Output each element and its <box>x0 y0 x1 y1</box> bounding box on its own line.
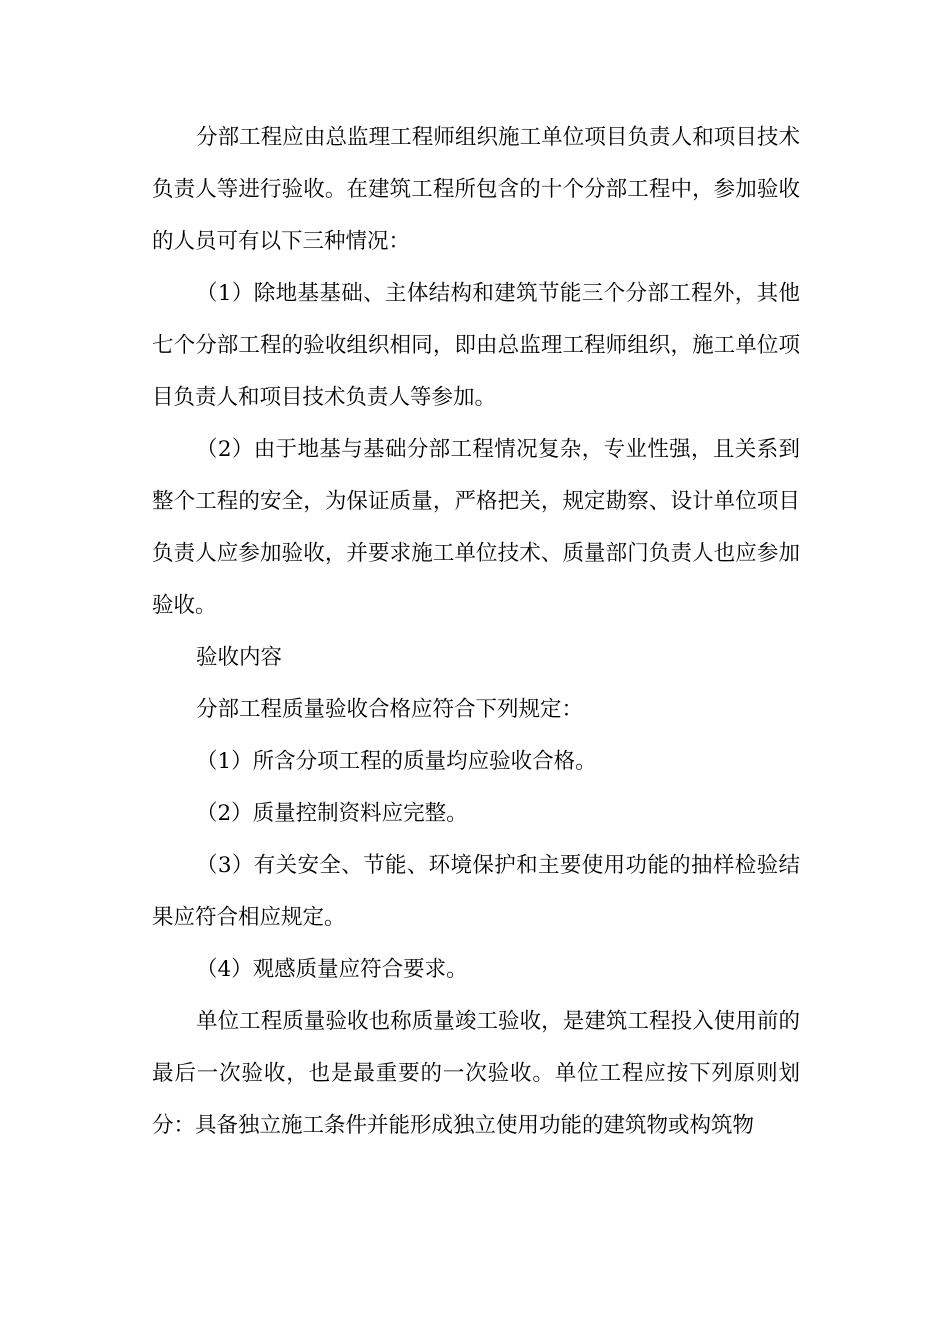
paragraph-acceptance-rules: 分部工程质量验收合格应符合下列规定： <box>196 697 584 722</box>
paragraph-rule-3: （3）有关安全、节能、环境保护和主要使用功能的抽样检验结果应符合相应规定。 <box>152 853 800 930</box>
paragraph-acceptance-organization: 分部工程应由总监理工程师组织施工单位项目负责人和项目技术负责人等进行验收。在建筑工程所包含的十个分部工程中，参加验收的人员可有以下三种情况： <box>152 125 800 254</box>
paragraph-rule-1: （1）所含分项工程的质量均应验收合格。 <box>196 749 597 774</box>
paragraph-rule-4: （4）观感质量应符合要求。 <box>196 957 468 982</box>
paragraph-rule-2: （2）质量控制资料应完整。 <box>196 801 468 826</box>
paragraph-unit-project-acceptance: 单位工程质量验收也称质量竣工验收，是建筑工程投入使用前的最后一次验收，也是最重要的一次验收。单位工程应按下列原则划分：具备独立施工条件并能形成独立使用功能的建筑物或构筑物 <box>152 1009 800 1138</box>
section-heading-acceptance-content: 验收内容 <box>196 645 283 670</box>
paragraph-case-1: （1）除地基基础、主体结构和建筑节能三个分部工程外，其他七个分部工程的验收组织相同，即由总监理工程师组织，施工单位项目负责人和项目技术负责人等参加。 <box>152 281 800 410</box>
paragraph-case-2: （2）由于地基与基础分部工程情况复杂，专业性强，且关系到整个工程的安全，为保证质量，严格把关，规定勘察、设计单位项目负责人应参加验收，并要求施工单位技术、质量部门负责人也应参加验收。 <box>152 437 800 618</box>
